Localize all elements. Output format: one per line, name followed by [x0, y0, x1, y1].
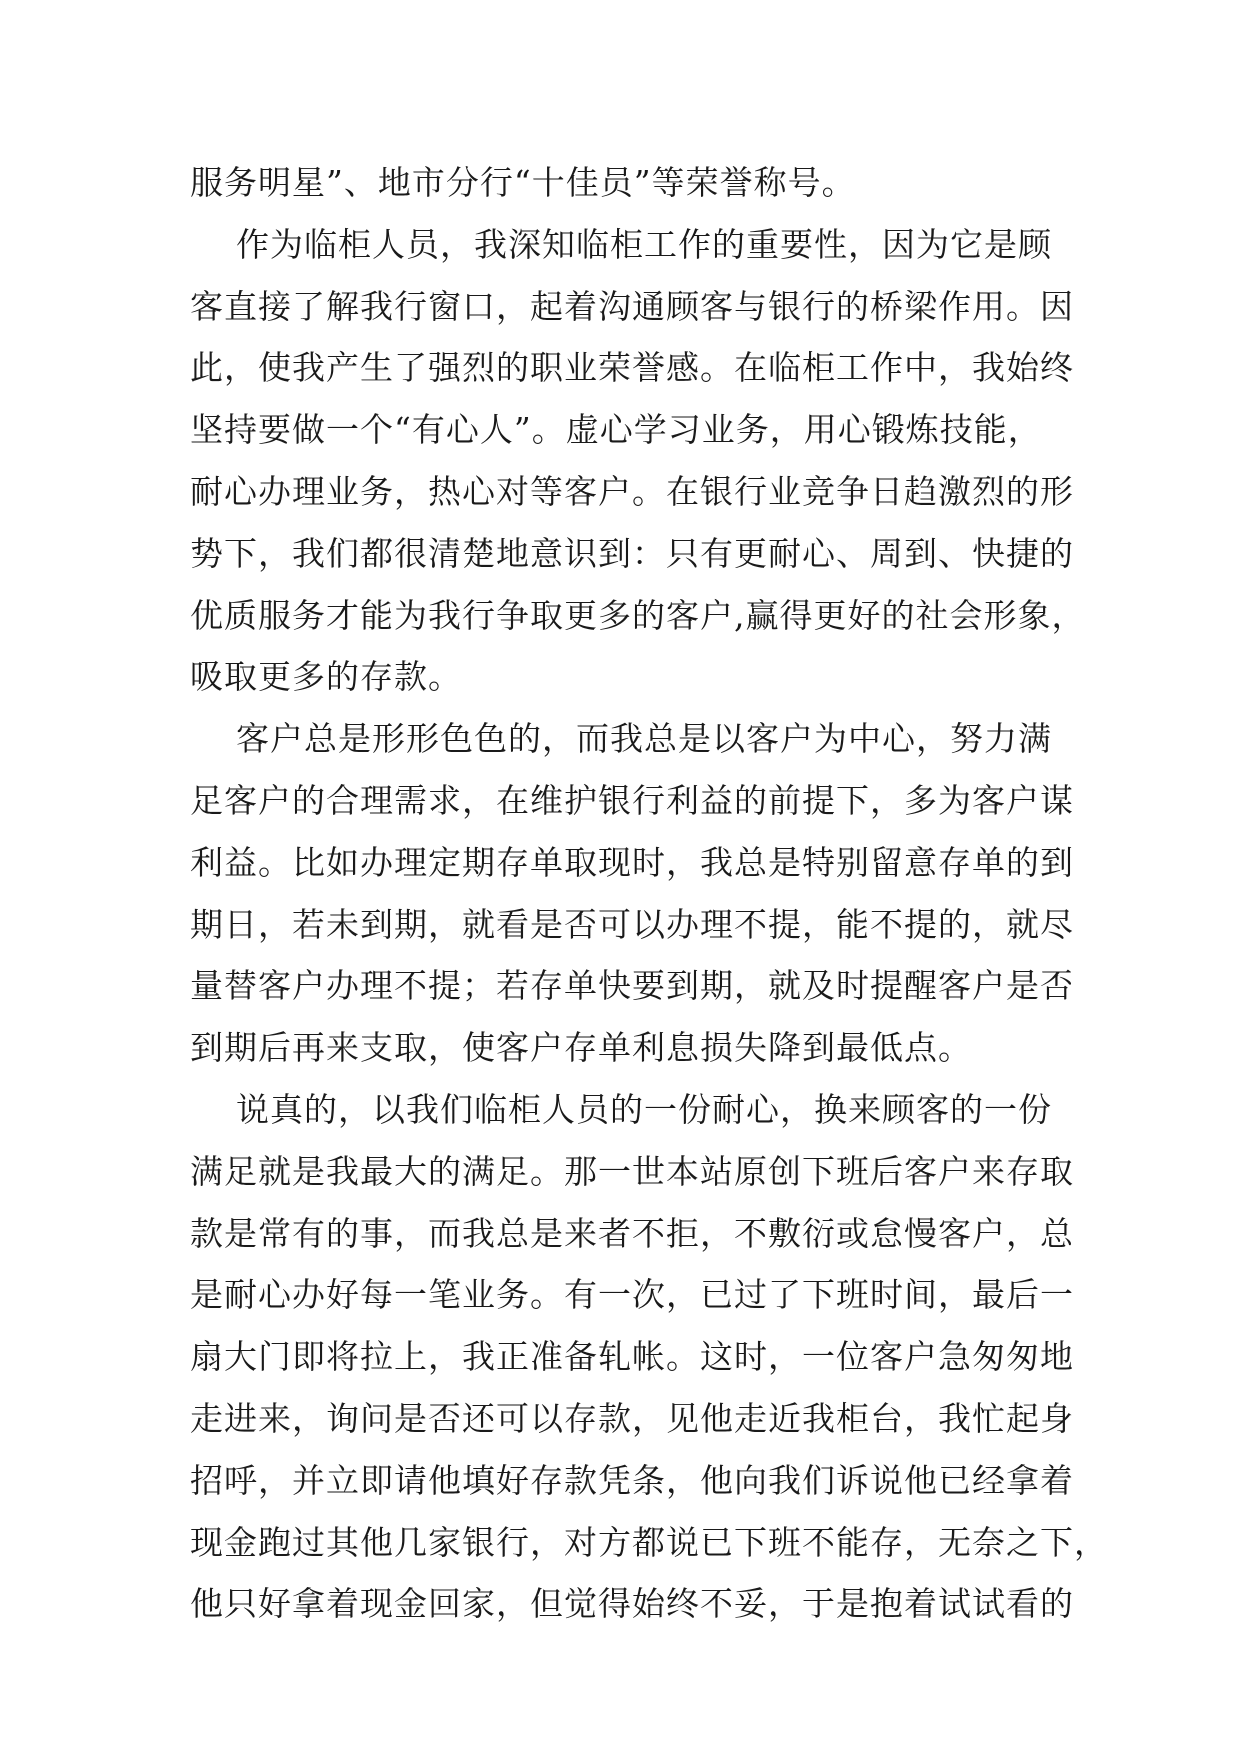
- text-line: 耐心办理业务，热心对等客户。在银行业竞争日趋激烈的形: [190, 471, 1074, 511]
- text-line: 吸取更多的存款。: [190, 657, 462, 697]
- text-line: 服务明星”、地市分行“十佳员”等荣誉称号。: [190, 163, 856, 202]
- text-line: 量替客户办理不提；若存单快要到期，就及时提醒客户是否: [190, 966, 1074, 1006]
- text-line: 期日，若未到期，就看是否可以办理不提，能不提的，就尽: [190, 904, 1074, 944]
- text-line: 走进来，询问是否还可以存款，见他走近我柜台，我忙起身: [190, 1398, 1074, 1438]
- text-line: 作为临柜人员，我深知临柜工作的重要性，因为它是顾: [190, 224, 1052, 264]
- text-line: 是耐心办好每一笔业务。有一次，已过了下班时间，最后一: [190, 1275, 1074, 1315]
- text-line: 坚持要做一个“有心人”。虚心学习业务，用心锻炼技能，: [190, 410, 1042, 450]
- text-line: 利益。比如办理定期存单取现时，我总是特别留意存单的到: [190, 842, 1074, 882]
- text-line: 说真的，以我们临柜人员的一份耐心，换来顾客的一份: [190, 1089, 1052, 1129]
- text-line: 他只好拿着现金回家，但觉得始终不妥，于是抱着试试看的: [190, 1584, 1074, 1624]
- text-line: 满足就是我最大的满足。那一世本站原创下班后客户来存取: [190, 1151, 1074, 1191]
- text-line: 势下，我们都很清楚地意识到：只有更耐心、周到、快捷的: [190, 533, 1074, 573]
- text-line: 此，使我产生了强烈的职业荣誉感。在临柜工作中，我始终: [190, 348, 1074, 388]
- text-line: 足客户的合理需求，在维护银行利益的前提下，多为客户谋: [190, 780, 1074, 820]
- text-line: 优质服务才能为我行争取更多的客户,赢得更好的社会形象，: [190, 595, 1086, 635]
- text-line: 款是常有的事，而我总是来者不拒，不敷衍或怠慢客户，总: [190, 1213, 1074, 1253]
- text-line: 到期后再来支取，使客户存单利息损失降到最低点。: [190, 1028, 972, 1068]
- text-line: 扇大门即将拉上，我正准备轧帐。这时，一位客户急匆匆地: [190, 1337, 1074, 1377]
- text-line: 客直接了解我行窗口，起着沟通顾客与银行的桥梁作用。因: [190, 286, 1074, 326]
- document-body: [190, 152, 1108, 1635]
- text-line: 现金跑过其他几家银行，对方都说已下班不能存，无奈之下，: [190, 1522, 1108, 1562]
- text-line: 客户总是形形色色的，而我总是以客户为中心，努力满: [190, 719, 1052, 759]
- text-line: 招呼，并立即请他填好存款凭条，他向我们诉说他已经拿着: [190, 1460, 1074, 1500]
